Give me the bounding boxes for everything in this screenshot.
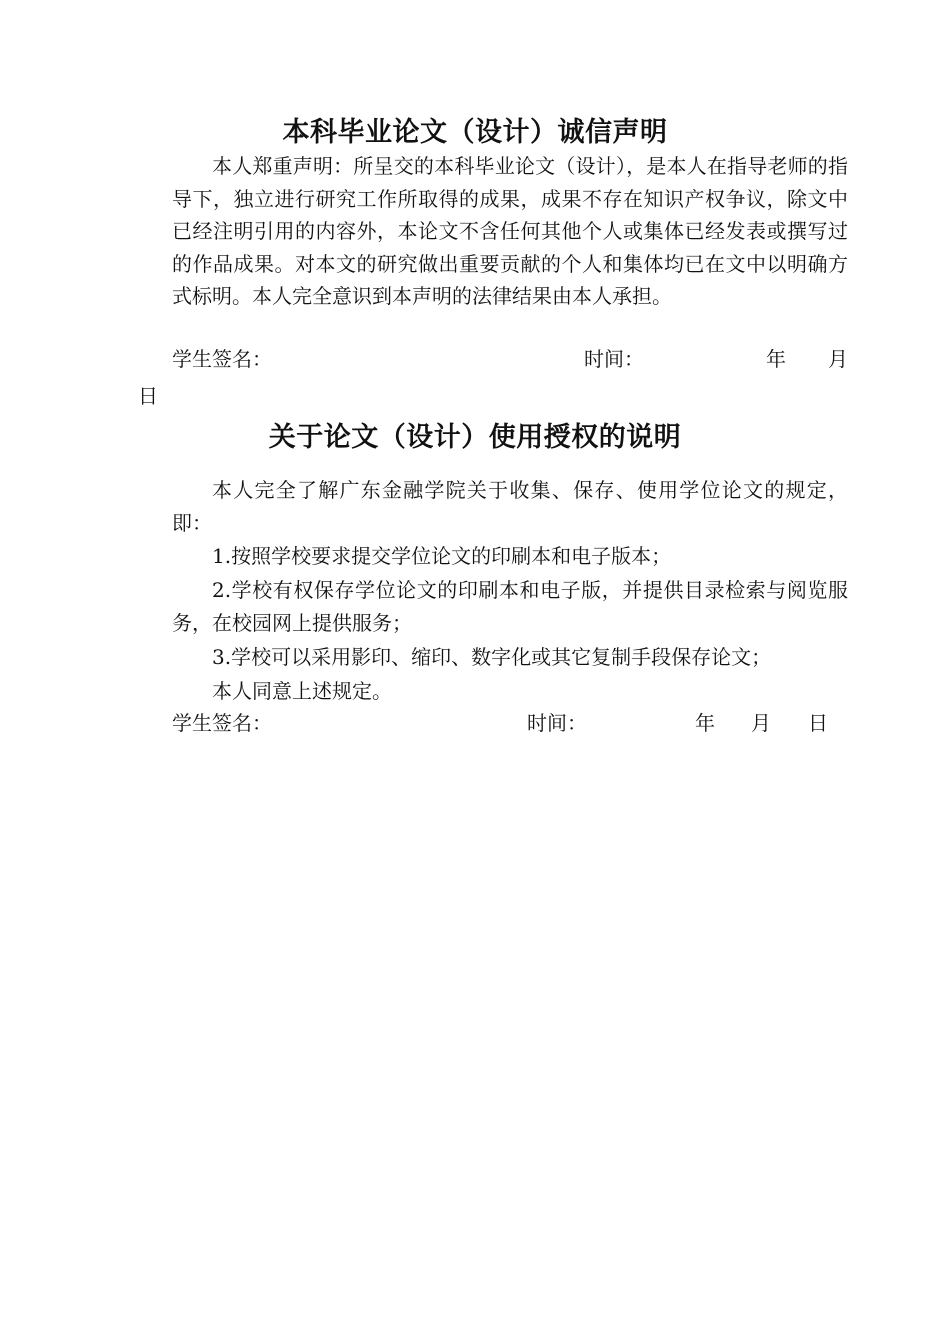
authorization-item-2: 2.学校有权保存学位论文的印刷本和电子版，并提供目录检索与阅览服务，在校园网上提供服务； — [172, 578, 848, 635]
authorization-title: 关于论文（设计）使用授权的说明 — [268, 422, 682, 453]
authorization-intro: 本人完全了解广东金融学院关于收集、保存、使用学位论文的规定，即： — [172, 478, 848, 535]
authorization-month-label: 月 — [751, 711, 771, 735]
declaration-month-label: 月 — [828, 347, 848, 371]
authorization-signature-label: 学生签名： — [172, 711, 272, 735]
authorization-time-label: 时间： — [527, 711, 587, 735]
declaration-time-label: 时间： — [584, 347, 644, 371]
authorization-item-3: 3.学校可以采用影印、缩印、数字化或其它复制手段保存论文； — [212, 645, 772, 669]
authorization-item-1: 1.按照学校要求提交学位论文的印刷本和电子版本； — [212, 544, 672, 568]
authorization-day-label: 日 — [808, 711, 828, 735]
declaration-title: 本科毕业论文（设计）诚信声明 — [282, 117, 668, 148]
authorization-agree: 本人同意上述规定。 — [212, 679, 392, 703]
authorization-year-label: 年 — [695, 711, 715, 735]
declaration-year-label: 年 — [766, 347, 786, 371]
declaration-day-label: 日 — [138, 384, 158, 408]
declaration-signature-label: 学生签名： — [172, 347, 272, 371]
declaration-body: 本人郑重声明：所呈交的本科毕业论文（设计），是本人在指导老师的指导下，独立进行研究工作所取得的成果，成果不存在知识产权争议，除文中已经注明引用的内容外，本论文不含任何其他个人或集体已经发表或撰写过的作品成果。对本文的研究做出重要贡献的个人和集体均已在文中以明确方式标明。本人完全意识到本声明的法律结果由本人承担。 — [172, 154, 848, 308]
